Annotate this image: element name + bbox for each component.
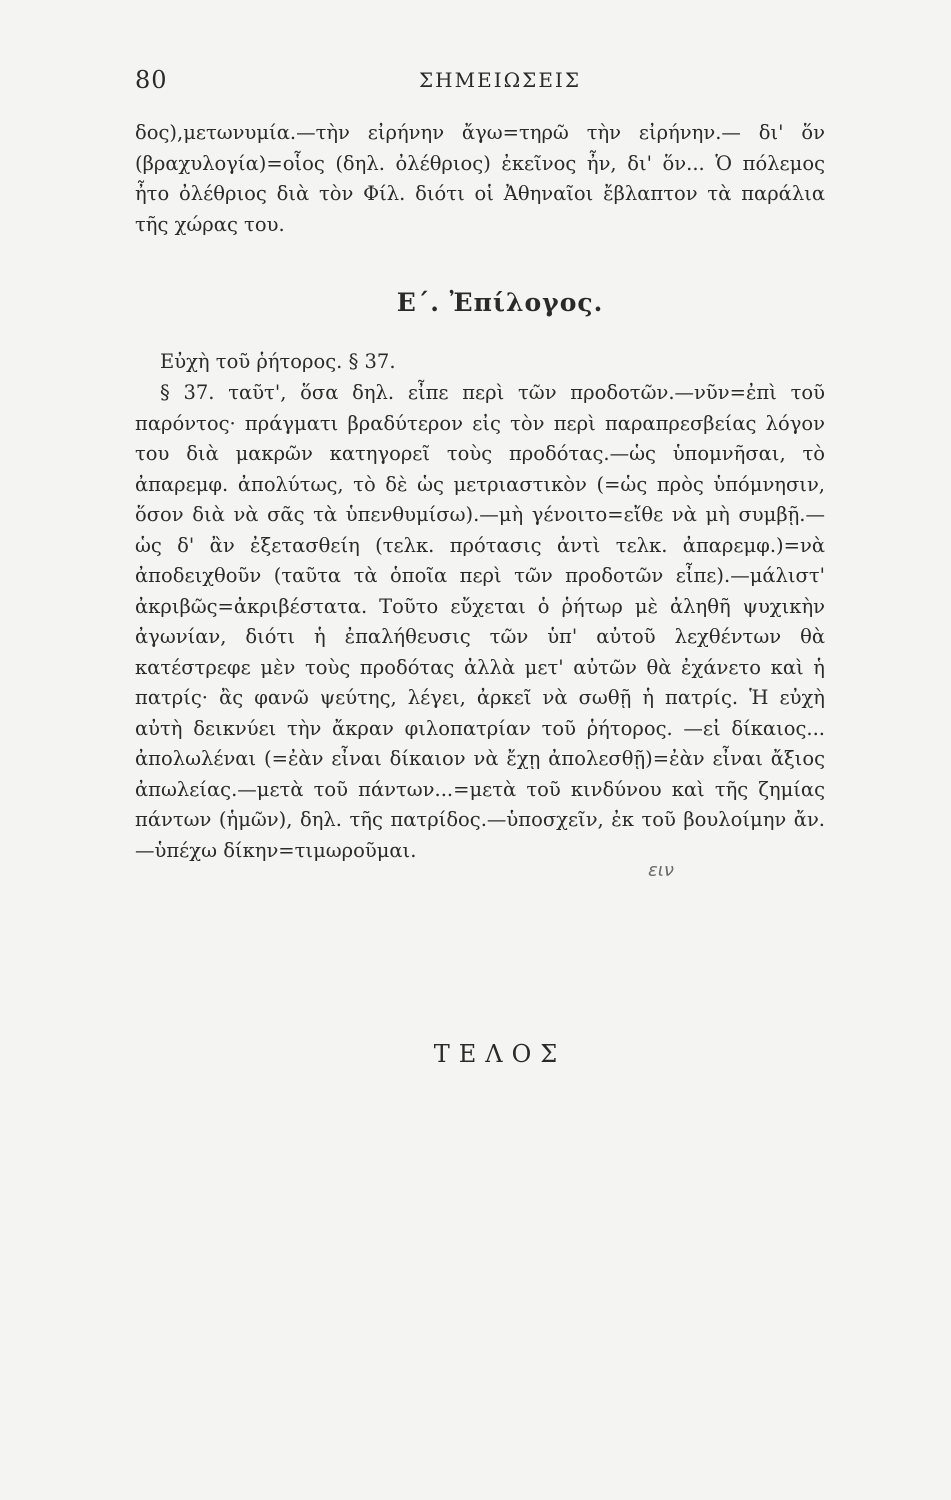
handwritten-note: ειν	[648, 860, 674, 881]
running-title: ΣΗΜΕΙΩΣΕΙΣ	[419, 68, 581, 92]
notes-paragraph-1: δος),μετωνυμία.—τὴν εἰρήνην ἄγω=τηρῶ τὴν εἰρήνην.— δι' ὅν (βραχυλογία)=οἷος (δηλ. ὀλέθριος) ἐκεῖνος ἦν, δι' ὅν... Ὁ πόλεμος ἦτο ὀλέθριος διὰ τὸν Φίλ. διότι οἱ Ἀθηναῖοι ἔβλαπτον τὰ παράλια τῆς χώρας του.	[135, 121, 825, 236]
end-mark: ΤΕΛΟΣ	[433, 1040, 567, 1068]
notes-paragraph-2	[135, 378, 825, 866]
notes-paragraph-2-text: § 37. ταῦτ', ὅσα δηλ. εἶπε περὶ τῶν προδοτῶν.—νῦν=ἐπὶ τοῦ παρόντος· πράγματι βραδύτερον εἰς τὸν περὶ παραπρεσβείας λόγον του διὰ μακρῶν κατηγορεῖ τοὺς προδότας.—ὡς ὑπομνῆσαι, τὸ ἀπαρεμφ. ἀπολύτως, τὸ δὲ ὡς μετριαστικὸν (=ὡς πρὸς ὑπόμνησιν, ὅσον διὰ νὰ σᾶς τὰ ὑπενθυμίσω).—μὴ γένοιτο=εἴθε νὰ μὴ συμβῇ.—ὡς δ' ἂν ἐξετασθείη (τελκ. πρότασις ἀντὶ τελκ. ἀπαρεμφ.)=νὰ ἀποδειχθοῦν (ταῦτα τὰ ὁποῖα περὶ τῶν προδοτῶν εἶπε).—μάλιστ' ἀκριβῶς=ἀκριβέστατα. Τοῦτο εὔχεται ὁ ῥήτωρ μὲ ἀληθῆ ψυχικὴν ἀγωνίαν, διότι ἡ ἐπαλήθευσις τῶν ὑπ' αὐτοῦ λεχθέντων θὰ κατέστρεφε μὲν τοὺς προδότας ἀλλὰ μετ' αὐτῶν θὰ ἐχάνετο καὶ ἡ πατρίς· ἂς φανῶ ψεύτης, λέγει, ἀρκεῖ νὰ σωθῇ ἡ πατρίς. Ἡ εὐχὴ αὐτὴ δεικνύει τὴν ἄκραν φιλοπατρίαν τοῦ ῥήτορος. —εἰ δίκαιος... ἀπολωλέναι (=ἐὰν εἶναι δίκαιον νὰ ἔχῃ ἀπολεσθῇ)=ἐὰν εἶναι ἄξιος ἀπωλείας.—μετὰ τοῦ πάντων...=μετὰ τοῦ κινδύνου καὶ τῆς ζημίας πάντων (ἡμῶν), δηλ. τῆς πατρίδος.—ὑποσχεῖν, ἐκ τοῦ βουλοίμην ἄν.—ὑπέχω δίκην=τιμωροῦμαι.	[135, 381, 825, 862]
page-number: 80	[135, 66, 168, 94]
section-title: Ε΄. Ἐπίλογος.	[396, 288, 604, 317]
section-summary: Εὐχὴ τοῦ ῥήτορος. § 37.	[160, 350, 396, 373]
